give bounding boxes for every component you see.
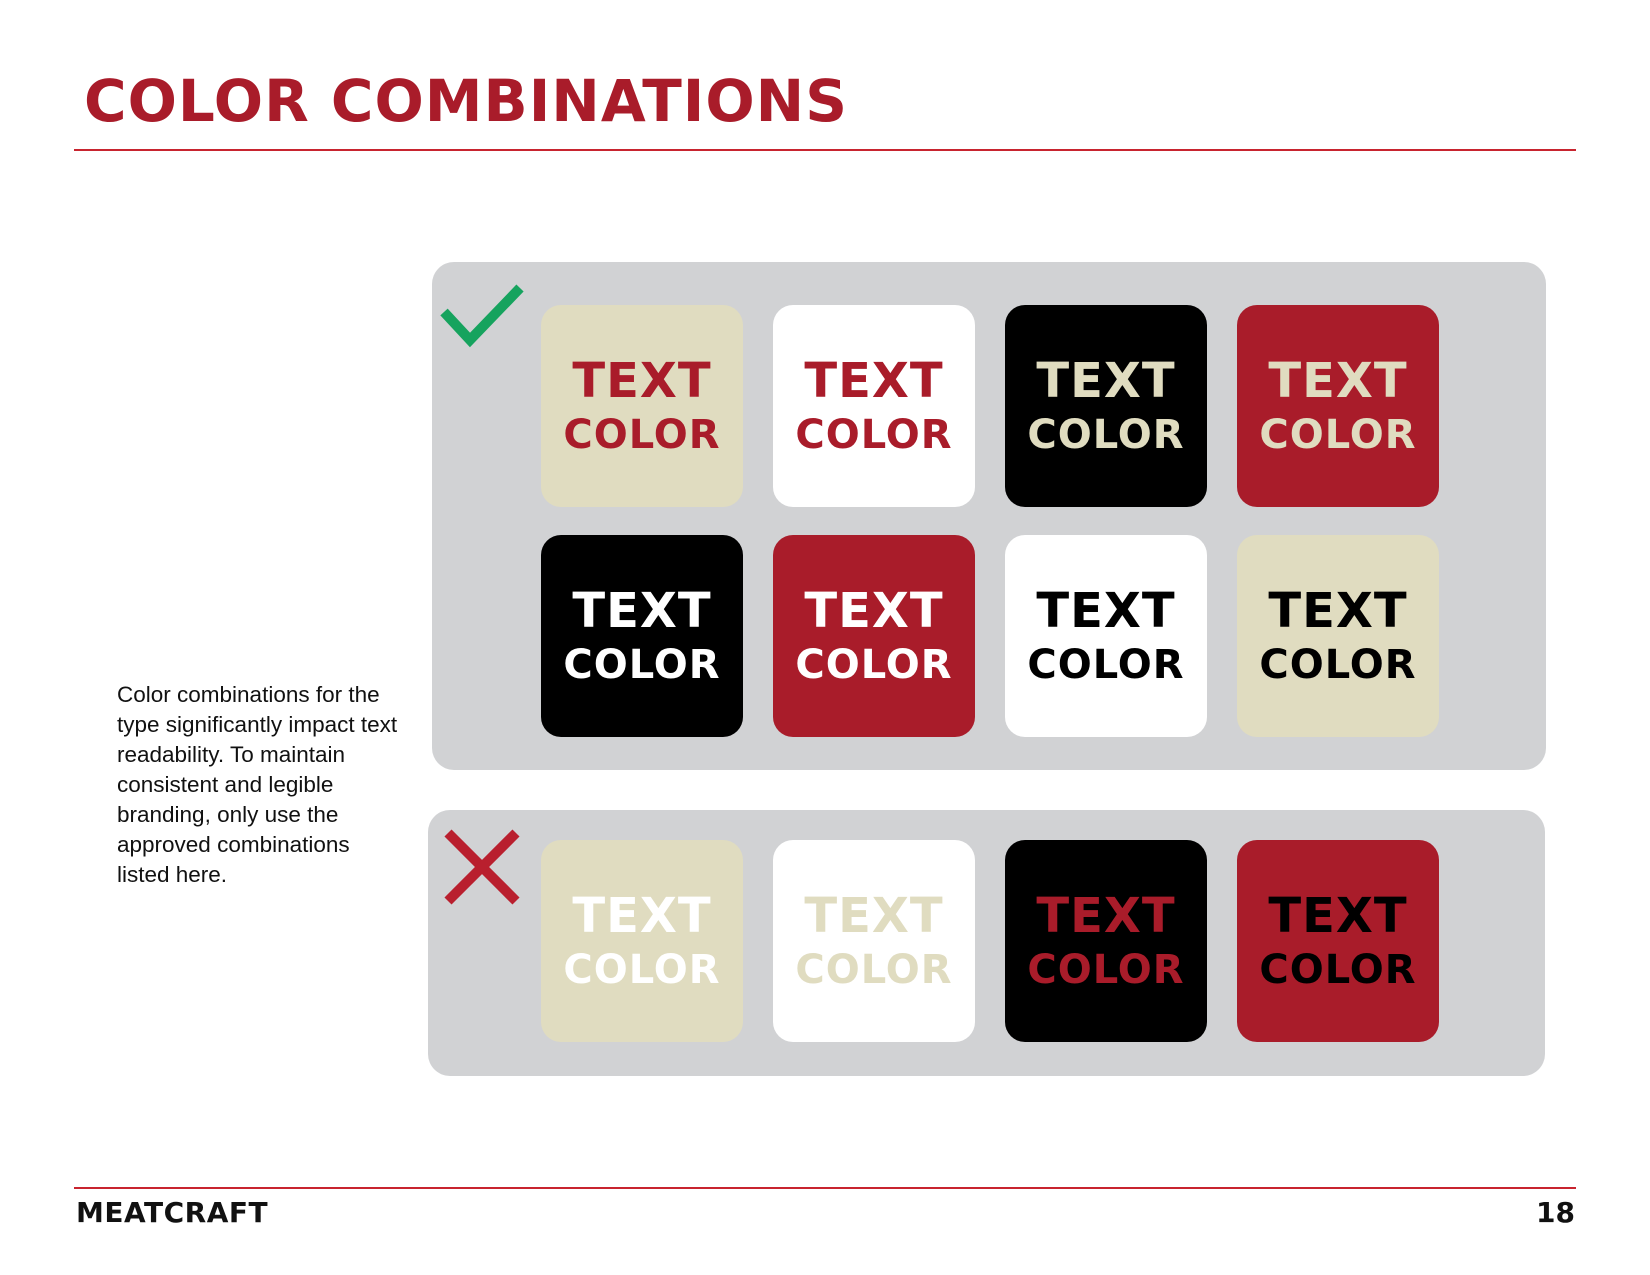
swatch-line-color: COLOR bbox=[795, 412, 953, 458]
page-title: COLOR COMBINATIONS bbox=[84, 67, 848, 135]
swatch-line-text: TEXT bbox=[804, 353, 944, 409]
swatch-line-text: TEXT bbox=[1036, 583, 1176, 639]
swatch-line-text: TEXT bbox=[1268, 583, 1408, 639]
approved-swatch bbox=[541, 305, 743, 507]
swatch-line-text: TEXT bbox=[572, 583, 712, 639]
check-icon bbox=[440, 282, 524, 350]
approved-swatch bbox=[773, 535, 975, 737]
swatch-line-color: COLOR bbox=[563, 642, 721, 688]
swatch-line-text: TEXT bbox=[804, 583, 944, 639]
rejected-swatch bbox=[1237, 840, 1439, 1042]
swatch-line-color: COLOR bbox=[563, 412, 721, 458]
approved-swatch bbox=[1005, 535, 1207, 737]
swatch-line-text: TEXT bbox=[1268, 353, 1408, 409]
rejected-swatch bbox=[1005, 840, 1207, 1042]
description-text: Color combinations for the type significantly impact text readability. To maintain consistent and legible branding, only use the approved combinations listed here. bbox=[117, 681, 398, 887]
swatch-line-text: TEXT bbox=[572, 353, 712, 409]
approved-swatch bbox=[773, 305, 975, 507]
swatch-line-color: COLOR bbox=[795, 642, 953, 688]
swatch-line-color: COLOR bbox=[1259, 412, 1417, 458]
rejected-swatch bbox=[541, 840, 743, 1042]
swatch-line-color: COLOR bbox=[1259, 642, 1417, 688]
footer-rule bbox=[74, 1187, 1576, 1189]
swatch-line-color: COLOR bbox=[1027, 412, 1185, 458]
footer-brand: MEATCRAFT bbox=[76, 1196, 269, 1229]
header-rule bbox=[74, 149, 1576, 151]
swatch-line-text: TEXT bbox=[1036, 353, 1176, 409]
swatch-line-color: COLOR bbox=[1027, 947, 1185, 993]
page-number: 18 bbox=[1536, 1196, 1575, 1229]
swatch-line-color: COLOR bbox=[563, 947, 721, 993]
approved-swatch bbox=[541, 535, 743, 737]
approved-swatch bbox=[1005, 305, 1207, 507]
x-icon bbox=[443, 829, 521, 905]
rejected-swatch bbox=[773, 840, 975, 1042]
swatch-line-color: COLOR bbox=[1027, 642, 1185, 688]
swatch-line-text: TEXT bbox=[572, 888, 712, 944]
approved-swatch bbox=[1237, 535, 1439, 737]
swatch-line-color: COLOR bbox=[795, 947, 953, 993]
swatch-line-text: TEXT bbox=[804, 888, 944, 944]
swatch-line-text: TEXT bbox=[1036, 888, 1176, 944]
swatch-line-text: TEXT bbox=[1268, 888, 1408, 944]
approved-swatch bbox=[1237, 305, 1439, 507]
swatch-line-color: COLOR bbox=[1259, 947, 1417, 993]
